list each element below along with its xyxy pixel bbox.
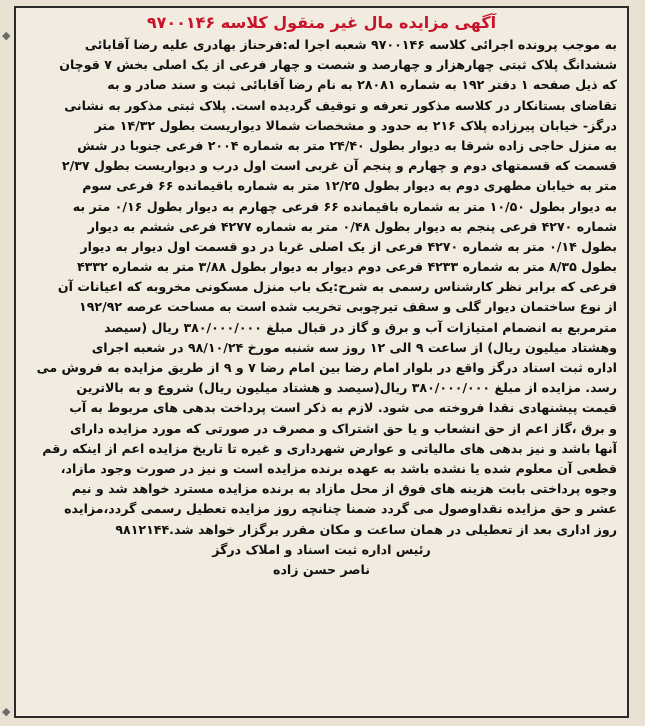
notice-line: قطعی آن معلوم شده یا نشده باشد به عهده برنده مزایده است و نیز در صورت وجود مازاد، — [60, 460, 617, 476]
margin-mark-top: ◆ — [2, 29, 11, 42]
margin-mark-bottom: ◆ — [2, 705, 11, 718]
notice-line: روز اداری بعد از تعطیلی در همان ساعت و مکان مقرر برگزار خواهد شد.۹۸۱۲۱۴۴ — [115, 521, 617, 537]
notice-line: بطول ۰/۱۴ متر به شماره ۴۲۷۰ فرعی از یک اصلی غربا در دو قسمت اول دیوار به دیوار — [80, 238, 617, 254]
notice-line: از نوع ساختمان دیوار گلی و سقف تیرچوبی تخریب شده است به مساحت عرصه ۱۹۲/۹۲ — [79, 299, 617, 315]
notice-line: متر به خیابان مطهری دوم به دیوار بطول ۱۲/۲۵ متر به شماره باقیمانده ۶۶ فرعی سوم — [82, 178, 617, 194]
notice-line: درگز- خیابان پیرزاده پلاک ۲۱۶ به حدود و مشخصات شمالا دیواریست بطول ۱۴/۳۲ متر — [94, 117, 617, 133]
notice-line: ششدانگ پلاک ثبتی چهارهزار و چهارصد و شصت و چهار فرعی از یک اصلی بخش ۷ قوچان — [59, 57, 617, 73]
notice-body — [26, 35, 617, 540]
notice-line: بطول ۸/۳۵ متر به شماره ۴۲۳۳ فرعی دوم دیوار به دیوار بطول ۳/۸۸ متر به شماره ۴۳۳۲ — [76, 259, 617, 275]
notice-line: عشر و حق مزایده نقداوصول می گردد ضمنا چنانچه روز مزایده تعطیل رسمی گردد،مزایده — [64, 501, 617, 517]
notice-title: آگهی مزایده مال غیر منقول کلاسه ۹۷۰۰۱۴۶ — [146, 13, 497, 32]
notice-line: وجوه پرداختی بابت هزینه های فوق از محل مازاد به برنده مزایده مسترد خواهد شد و نیم — [71, 481, 617, 497]
notice-line: قسمت که قسمتهای دوم و چهارم و پنجم آن غربی است اول درب و دیواریست بطول ۲/۳۷ — [61, 158, 617, 174]
signature-title: رئیس اداره ثبت اسناد و املاک درگز — [212, 541, 431, 557]
notice-line: به منزل حاجی زاده شرقا به دیوار بطول ۲۴/۴۰ متر به شماره ۲۰۰۴ فرعی جنوبا در شش — [77, 137, 617, 153]
notice-line: وهشتاد میلیون ریال) از ساعت ۹ الی ۱۲ روز سه شنبه مورخ ۹۸/۱۰/۲۴ در شعبه اجرای — [91, 339, 617, 355]
notice-line: شماره ۴۲۷۰ فرعی پنجم به دیوار بطول ۰/۴۸ متر به شماره ۴۲۷۷ فرعی ششم به دیوار — [87, 218, 617, 234]
notice-line: فرعی که برابر نظر کارشناس رسمی به شرح:یک باب منزل مسکونی مخروبه که اعیانات آن — [57, 279, 617, 295]
notice-line: تقاضای بستانکار در کلاسه مذکور تعرفه و توقیف گردیده است. پلاک ثبتی مذکور به نشانی — [64, 97, 617, 113]
notice-line: به موجب پرونده اجرائی کلاسه ۹۷۰۰۱۴۶ شعبه اجرا له:فرحناز بهادری علیه رضا آقابائی — [84, 37, 617, 52]
notice-line: مترمربع به انضمام امتیازات آب و برق و گاز در قبال مبلغ ۳۸۰/۰۰۰/۰۰۰ ریال (سیصد — [104, 319, 617, 335]
notice-card — [14, 6, 629, 718]
notice-line: رسد. مزایده از مبلغ ۳۸۰/۰۰۰/۰۰۰ ریال(سیصد و هشتاد میلیون ریال) شروع و به بالاترین — [76, 380, 617, 396]
signature-name: ناصر حسن زاده — [273, 561, 370, 577]
notice-line: به دیوار بطول ۱۰/۵۰ متر به شماره باقیمانده ۶۶ فرعی چهارم به دیوار بطول ۰/۱۶ متر به — [72, 198, 617, 214]
notice-line: و برق ،گاز اعم از حق انشعاب و یا حق اشتراک و مصرف در صورتی که مورد مزایده دارای — [69, 420, 617, 436]
notice-line: آنها باشد و نیز بدهی های مالیاتی و عوارض شهرداری و غیره تا تاریخ مزایده اعم از اینکه رقم — [42, 440, 617, 456]
notice-line: اداره ثبت اسناد درگز واقع در بلوار امام رضا بین امام رضا ۷ و ۹ از طریق مزایده به فروش می — [36, 360, 617, 375]
notice-line: قیمت پیشنهادی نقدا فروخته می شود. لازم به ذکر است پرداخت بدهی های مربوط به آب — [69, 400, 617, 416]
notice-line: که ذیل صفحه ۱ دفتر ۱۹۲ به شماره ۲۸۰۸۱ به نام رضا آقابائی ثبت و سند صادر و به — [107, 77, 617, 93]
